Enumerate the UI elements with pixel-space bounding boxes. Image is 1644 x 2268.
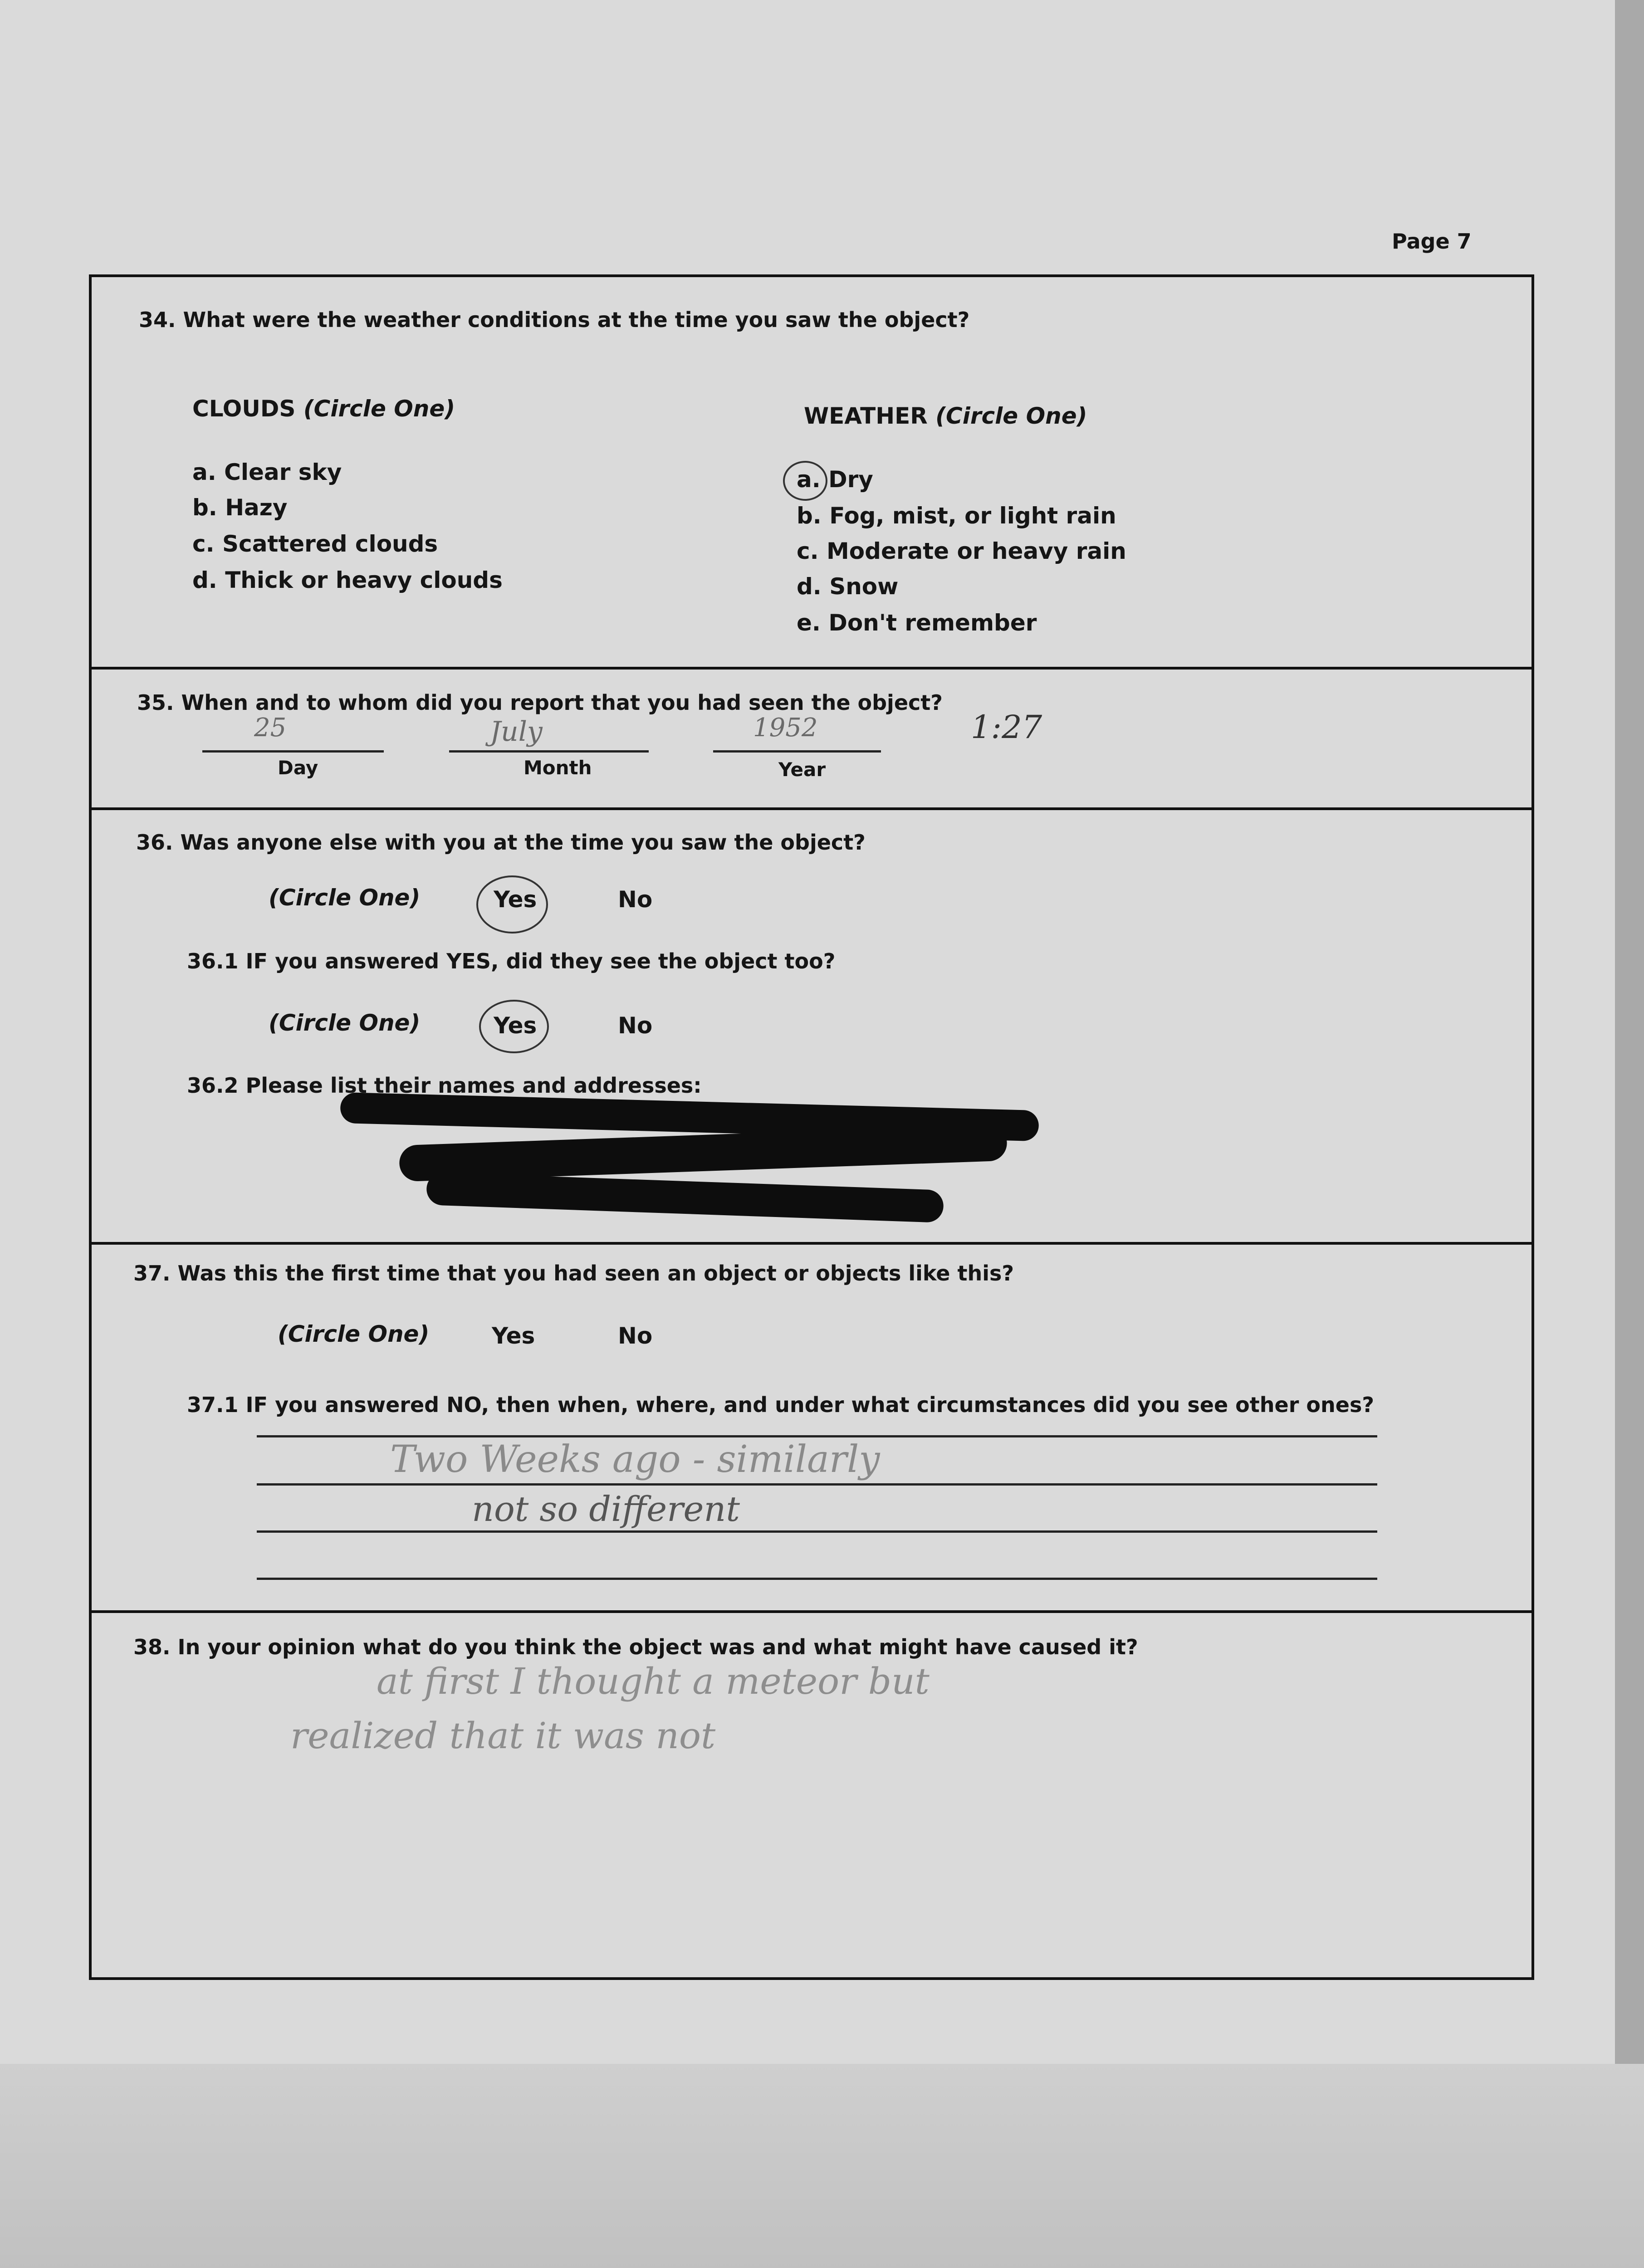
question-38: 38. In your opinion what do you think the object was and what might have caused it? [133, 1635, 1138, 1659]
question-37-1: 37.1 IF you answered NO, then when, where, and under what circumstances did you see other ones? [187, 1393, 1375, 1417]
page-edge-shadow [1615, 0, 1644, 2064]
circle-one-label: (Circle One) [269, 885, 421, 911]
q36-yes-option[interactable]: Yes [494, 886, 537, 913]
section-divider [89, 1242, 1534, 1245]
q36-1-yes-option[interactable]: Yes [494, 1012, 537, 1039]
q36-no-option[interactable]: No [618, 886, 653, 913]
selection-circle [783, 461, 827, 501]
clouds-option-c[interactable]: c. Scattered clouds [192, 531, 438, 557]
question-36-1: 36.1 IF you answered YES, did they see the object too? [187, 949, 836, 973]
extra-value: 1:27 [971, 709, 1042, 746]
q37-answer-line-1: Two Weeks ago - similarly [390, 1438, 880, 1481]
section-divider [89, 807, 1534, 810]
weather-option-c[interactable]: c. Moderate or heavy rain [797, 538, 1126, 564]
circle-one-label: (Circle One) [278, 1321, 430, 1347]
clouds-option-a[interactable]: a. Clear sky [192, 459, 342, 485]
background-surface [0, 2064, 1644, 2268]
selection-circle [476, 875, 548, 934]
clouds-heading: CLOUDS (Circle One) [192, 396, 455, 422]
section-divider [89, 1610, 1534, 1613]
year-value: 1952 [753, 713, 818, 743]
answer-line [257, 1483, 1377, 1486]
question-36: 36. Was anyone else with you at the time you saw the object? [136, 830, 866, 855]
day-label: Day [278, 757, 318, 779]
question-34: 34. What were the weather conditions at the time you saw the object? [139, 308, 970, 332]
selection-circle [479, 1000, 549, 1053]
answer-line [257, 1435, 1377, 1437]
question-35: 35. When and to whom did you report that you had seen the object? [137, 690, 943, 715]
answer-line [257, 1530, 1377, 1533]
weather-option-a[interactable]: a. Dry [797, 466, 873, 493]
month-value: July [490, 716, 543, 748]
page-number: Page 7 [1392, 229, 1472, 254]
question-37: 37. Was this the first time that you had seen an object or objects like this? [133, 1261, 1014, 1286]
weather-option-e[interactable]: e. Don't remember [797, 610, 1037, 636]
q37-yes-option[interactable]: Yes [492, 1323, 535, 1349]
q38-answer-line-1: at first I thought a meteor but [377, 1660, 930, 1702]
weather-option-b[interactable]: b. Fog, mist, or light rain [797, 503, 1116, 529]
section-divider [89, 667, 1534, 670]
clouds-option-d[interactable]: d. Thick or heavy clouds [192, 567, 503, 593]
year-label: Year [778, 758, 826, 781]
weather-heading: WEATHER (Circle One) [804, 403, 1087, 429]
month-line [449, 750, 649, 753]
answer-line [257, 1578, 1377, 1580]
day-value: 25 [254, 713, 287, 743]
year-line [713, 750, 881, 753]
q37-answer-line-2: not so different [472, 1489, 740, 1529]
day-line [202, 750, 384, 753]
circle-one-label: (Circle One) [269, 1010, 421, 1036]
weather-option-d[interactable]: d. Snow [797, 573, 899, 600]
clouds-option-b[interactable]: b. Hazy [192, 494, 288, 521]
question-36-2: 36.2 Please list their names and addresses: [187, 1073, 702, 1098]
q37-no-option[interactable]: No [618, 1323, 653, 1349]
q36-1-no-option[interactable]: No [618, 1012, 653, 1039]
q38-answer-line-2: realized that it was not [290, 1715, 716, 1757]
month-label: Month [524, 757, 592, 779]
